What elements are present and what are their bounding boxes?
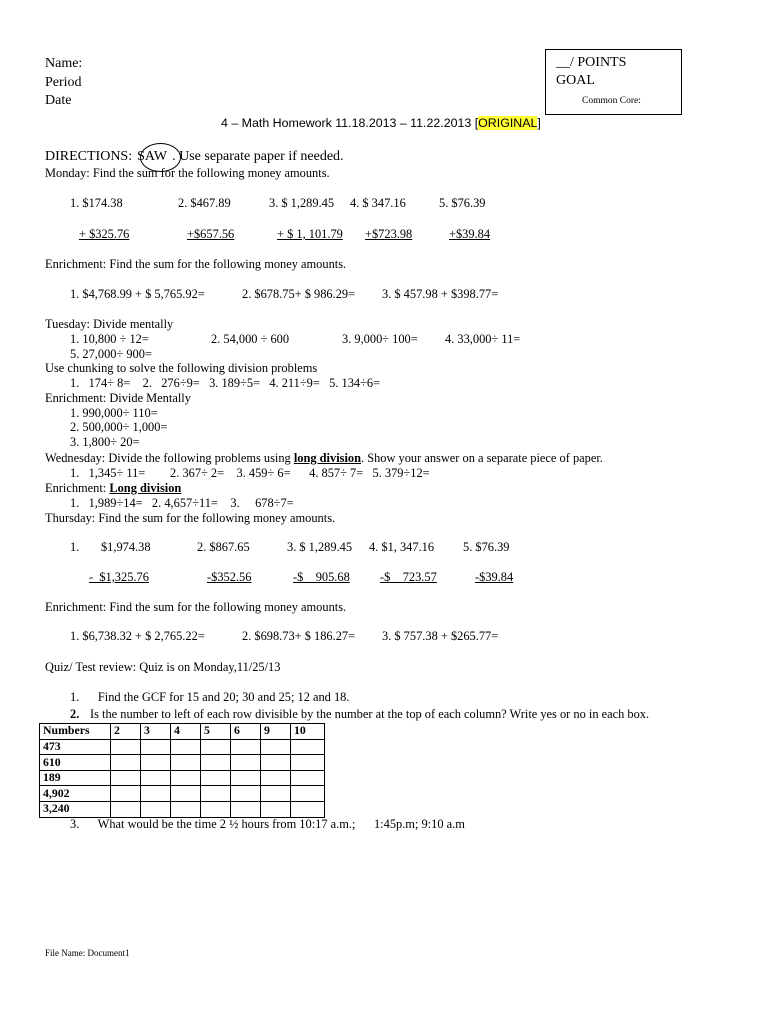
thursday-heading: Thursday: Find the sum for the following money amounts. (45, 511, 336, 525)
table-header-cell: 9 (261, 724, 291, 740)
name-label: Name: (45, 56, 83, 71)
answer-cell (171, 801, 201, 817)
thursday-enrichment-item: 3. $ 757.38 + $265.77= (382, 629, 499, 643)
page-title (221, 117, 541, 129)
answer-cell (291, 755, 325, 771)
quiz-heading: Quiz/ Test review: Quiz is on Monday,11/25/13 (45, 660, 281, 674)
divisibility-table (39, 723, 325, 818)
table-row-label: 610 (40, 755, 111, 771)
answer-cell (231, 770, 261, 786)
wednesday-heading-before: Wednesday: Divide the following problems using (45, 451, 294, 465)
table-row (40, 801, 325, 817)
table-header-cell: 3 (141, 724, 171, 740)
tuesday-item: 5. 27,000÷ 900= (70, 347, 152, 361)
monday-addend: + $ 1, 101.79 (277, 227, 343, 241)
thursday-subtrahend: - $1,325.76 (89, 570, 149, 584)
table-row-label: 4,902 (40, 786, 111, 802)
table-header-row (40, 724, 325, 740)
answer-cell (171, 755, 201, 771)
answer-cell (261, 770, 291, 786)
monday-item: 1. $174.38 (70, 196, 123, 210)
table-row-label: 3,240 (40, 801, 111, 817)
quiz-item-1: 1. Find the GCF for 15 and 20; 30 and 25; 12 and 18. (70, 690, 350, 704)
thursday-subtrahend: -$ 723.57 (380, 570, 437, 584)
table-row (40, 770, 325, 786)
answer-cell (201, 770, 231, 786)
tuesday-item: 2. 54,000 ÷ 600 (211, 332, 290, 346)
tuesday-enrichment-item: 3. 1,800÷ 20= (70, 435, 140, 449)
monday-item: 4. $ 347.16 (350, 196, 406, 210)
directions-label: DIRECTIONS: (45, 149, 133, 164)
tuesday-enrichment-item: 2. 500,000÷ 1,000= (70, 420, 168, 434)
monday-addend: +$657.56 (187, 227, 235, 241)
thursday-item: 1. $1,974.38 (70, 540, 151, 554)
monday-heading: Monday: Find the sum for the following money amounts. (45, 166, 330, 180)
table-row (40, 786, 325, 802)
wednesday-enrichment-heading (45, 482, 181, 494)
wednesday-heading-emph: long division (293, 451, 361, 465)
monday-item: 2. $467.89 (178, 196, 231, 210)
answer-cell (141, 801, 171, 817)
answer-cell (291, 801, 325, 817)
thursday-enrichment-heading: Enrichment: Find the sum for the following money amounts. (45, 600, 347, 614)
chunking-items: 1. 174÷ 8= 2. 276÷9= 3. 189÷5= 4. 211÷9= 5. 134÷6= (70, 376, 381, 390)
table-row-label: 473 (40, 739, 111, 755)
points-label: __/ POINTS (556, 55, 627, 70)
table-header-cell: 5 (201, 724, 231, 740)
answer-cell (231, 755, 261, 771)
thursday-enrichment-item: 2. $698.73+ $ 186.27= (242, 629, 356, 643)
thursday-item: 5. $76.39 (463, 540, 510, 554)
goal-label: GOAL (556, 73, 595, 88)
wednesday-enrichment-emph: Long division (109, 481, 182, 495)
monday-enrichment-item: 3. $ 457.98 + $398.77= (382, 287, 499, 301)
monday-item: 3. $ 1,289.45 (269, 196, 335, 210)
monday-item: 5. $76.39 (439, 196, 486, 210)
tuesday-heading: Tuesday: Divide mentally (45, 317, 174, 331)
answer-cell (111, 739, 141, 755)
answer-cell (111, 755, 141, 771)
title-main: 4 – Math Homework 11.18.2013 – 11.22.2013 [ (221, 116, 479, 130)
quiz-item-2-text: Is the number to left of each row divisible by the number at the top of each column? Write yes or no in each box. (90, 707, 650, 721)
monday-enrichment-heading: Enrichment: Find the sum for the following money amounts. (45, 257, 347, 271)
answer-cell (201, 739, 231, 755)
table-header-cell: 10 (291, 724, 325, 740)
title-end: ] (537, 116, 541, 130)
answer-cell (201, 755, 231, 771)
table-header-cell: 6 (231, 724, 261, 740)
answer-cell (111, 801, 141, 817)
tuesday-enrichment-item: 1. 990,000÷ 110= (70, 406, 158, 420)
wednesday-items: 1. 1,345÷ 11= 2. 367÷ 2= 3. 459÷ 6= 4. 857÷ 7= 5. 379÷12= (70, 466, 430, 480)
answer-cell (231, 786, 261, 802)
common-core-label: Common Core: (582, 96, 641, 106)
thursday-subtrahend: -$352.56 (207, 570, 252, 584)
footer-file-name: File Name: Document1 (45, 948, 130, 958)
thursday-subtrahend: -$ 905.68 (293, 570, 350, 584)
wednesday-enrichment-items: 1. 1,989÷14= 2. 4,657÷11= 3. 678÷7= (70, 496, 294, 510)
directions-text: . Use separate paper if needed. (172, 149, 344, 164)
answer-cell (261, 801, 291, 817)
answer-cell (231, 801, 261, 817)
answer-cell (141, 755, 171, 771)
period-label: Period (45, 75, 82, 90)
directions-circled-word: SAW (137, 149, 168, 164)
answer-cell (261, 755, 291, 771)
answer-cell (171, 739, 201, 755)
monday-addend: +$39.84 (449, 227, 491, 241)
answer-cell (291, 786, 325, 802)
wednesday-heading-after: . Show your answer on a separate piece of paper. (361, 451, 603, 465)
monday-enrichment-item: 1. $4,768.99 + $ 5,765.92= (70, 287, 205, 301)
answer-cell (261, 786, 291, 802)
thursday-item: 3. $ 1,289.45 (287, 540, 353, 554)
quiz-item-3: 3. What would be the time 2 ½ hours from 10:17 a.m.; 1:45p.m; 9:10 a.m (70, 817, 465, 831)
monday-addend: +$723.98 (365, 227, 413, 241)
answer-cell (141, 786, 171, 802)
answer-cell (141, 739, 171, 755)
answer-cell (291, 770, 325, 786)
thursday-item: 2. $867.65 (197, 540, 250, 554)
date-label: Date (45, 93, 72, 108)
tuesday-item: 4. 33,000÷ 11= (445, 332, 521, 346)
title-highlight: ORIGINAL (478, 116, 538, 130)
table-row (40, 755, 325, 771)
answer-cell (171, 770, 201, 786)
thursday-subtrahend: -$39.84 (475, 570, 514, 584)
tuesday-item: 1. 10,800 ÷ 12= (70, 332, 149, 346)
chunking-heading: Use chunking to solve the following division problems (45, 361, 318, 375)
answer-cell (111, 786, 141, 802)
wednesday-heading (45, 452, 603, 464)
answer-cell (261, 739, 291, 755)
answer-cell (141, 770, 171, 786)
table-header-cell: 2 (111, 724, 141, 740)
table-header-cell: 4 (171, 724, 201, 740)
answer-cell (201, 801, 231, 817)
table-row (40, 739, 325, 755)
thursday-item: 4. $1, 347.16 (369, 540, 435, 554)
monday-enrichment-item: 2. $678.75+ $ 986.29= (242, 287, 356, 301)
tuesday-enrichment-heading: Enrichment: Divide Mentally (45, 391, 191, 405)
answer-cell (111, 770, 141, 786)
table-header-cell: Numbers (40, 724, 111, 740)
thursday-enrichment-item: 1. $6,738.32 + $ 2,765.22= (70, 629, 205, 643)
answer-cell (201, 786, 231, 802)
quiz-item-2-number: 2. (70, 707, 80, 721)
answer-cell (171, 786, 201, 802)
monday-addend: + $325.76 (79, 227, 130, 241)
table-row-label: 189 (40, 770, 111, 786)
wednesday-enrichment-label: Enrichment: (45, 481, 110, 495)
tuesday-item: 3. 9,000÷ 100= (342, 332, 418, 346)
answer-cell (231, 739, 261, 755)
answer-cell (291, 739, 325, 755)
directions (45, 150, 344, 164)
